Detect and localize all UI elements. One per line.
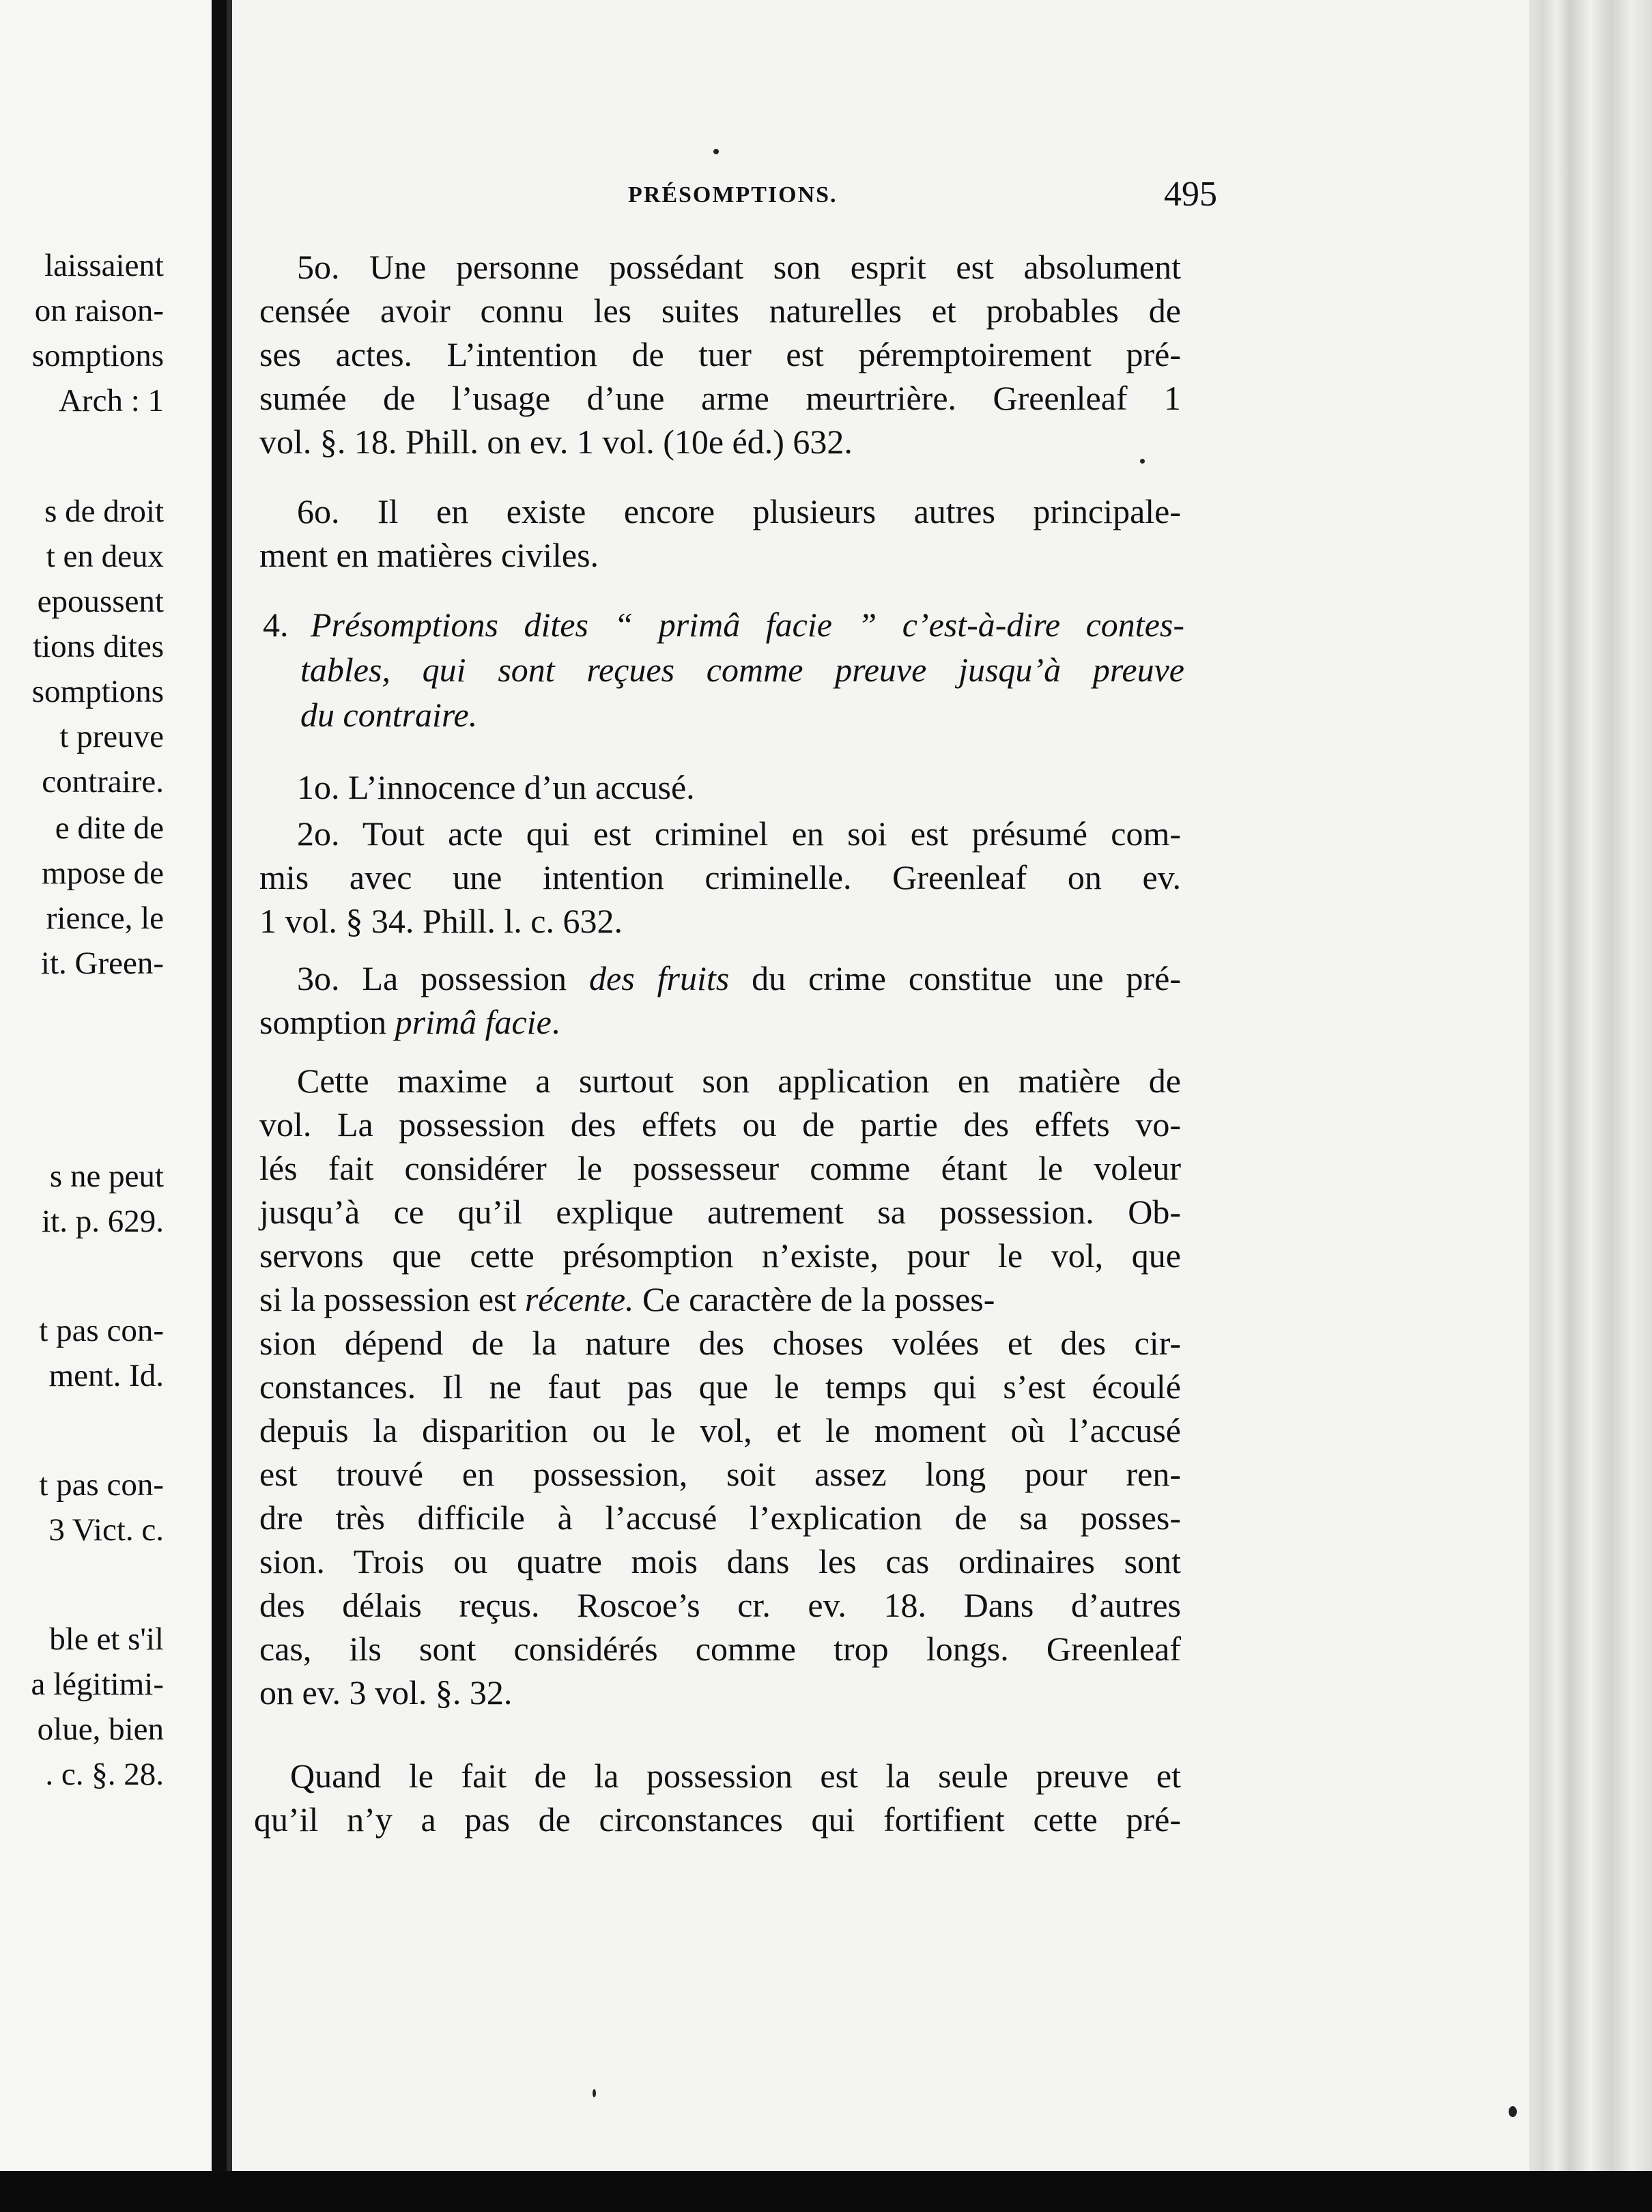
- text-line: 5o. Une personne possédant son esprit est absolument: [297, 248, 1181, 286]
- text-line: 1o. L’innocence d’un accusé.: [297, 768, 695, 806]
- left-fragment: somptions: [31, 338, 164, 373]
- left-fragment: laissaient: [44, 248, 164, 283]
- binding-gutter: [212, 0, 227, 2212]
- left-fragment: somptions: [31, 674, 164, 709]
- text-line: vol. §. 18. Phill. on ev. 1 vol. (10e éd.) 632.: [259, 423, 853, 461]
- text-line: 6o. Il en existe encore plusieurs autres principale-: [297, 492, 1181, 530]
- left-fragment: rience, le: [46, 901, 164, 936]
- text-line: [259, 1001, 1181, 1043]
- text-line: sion. Trois ou quatre mois dans les cas ordinaires sont: [259, 1542, 1181, 1580]
- text-line: 1 vol. § 34. Phill. l. c. 632.: [259, 902, 623, 940]
- page-header: [253, 174, 1652, 215]
- text-line: ses actes. L’intention de tuer est péremptoirement pré-: [259, 335, 1181, 373]
- text-line: sion dépend de la nature des choses volées et des cir-: [259, 1324, 1181, 1362]
- text-line: dre très difficile à l’accusé l’explication de sa posses-: [259, 1499, 1181, 1537]
- left-fragment: ment. Id.: [48, 1358, 164, 1393]
- left-fragment: epoussent: [37, 584, 164, 619]
- text-line: lés fait considérer le possesseur comme étant le voleur: [259, 1149, 1181, 1187]
- text-line: [297, 957, 1181, 999]
- text-line: jusqu’à ce qu’il explique autrement sa possession. Ob-: [259, 1193, 1181, 1231]
- section-number: 4.: [263, 606, 289, 644]
- text-run: Ce caractère de la posses-: [633, 1280, 995, 1318]
- text-line: cas, ils sont considérés comme trop longs. Greenleaf: [259, 1630, 1181, 1668]
- scan-bottom-border: [0, 2171, 1652, 2212]
- left-fragment: 3 Vict. c.: [48, 1512, 164, 1548]
- text-run: .: [551, 1003, 560, 1041]
- left-fragment: e dite de: [55, 810, 164, 846]
- scan-speck: [593, 2089, 596, 2097]
- section-heading-line: tables, qui sont reçues comme preuve jusqu’à preuve: [300, 651, 1184, 689]
- text-line: [259, 1278, 1181, 1320]
- italic-run: primâ facie: [395, 1003, 552, 1041]
- left-fragment: tions dites: [33, 629, 164, 664]
- left-fragment: ble et s'il: [49, 1621, 164, 1657]
- italic-run: des fruits: [589, 959, 730, 997]
- left-facing-page: [0, 0, 212, 2212]
- left-fragment: t pas con-: [39, 1467, 164, 1503]
- section-heading-line: Présomptions dites “ primâ facie ” c’est-à-dire contes-: [311, 606, 1184, 644]
- italic-run: récente.: [524, 1280, 634, 1318]
- left-fragment: a légitimi-: [31, 1667, 164, 1702]
- page-edge-stack: [1529, 0, 1652, 2212]
- text-line: mis avec une intention criminelle. Greenleaf on ev.: [259, 858, 1181, 896]
- text-line: vol. La possession des effets ou de partie des effets vo-: [259, 1105, 1181, 1144]
- text-line: servons que cette présomption n’existe, pour le vol, que: [259, 1236, 1181, 1275]
- left-fragment: t preuve: [59, 719, 164, 754]
- section-heading-line: du contraire.: [300, 696, 478, 734]
- left-fragment: contraire.: [42, 764, 164, 799]
- scan-speck: [713, 149, 719, 154]
- running-head: PRÉSOMPTIONS.: [628, 182, 838, 208]
- text-run: du crime constitue une pré-: [729, 959, 1181, 997]
- text-run: 3o. La possession: [297, 959, 590, 997]
- text-line: 2o. Tout acte qui est criminel en soi est présumé com-: [297, 814, 1181, 853]
- left-fragment: olue, bien: [37, 1712, 164, 1747]
- left-fragment: t en deux: [46, 539, 164, 574]
- text-run: somption: [259, 1003, 395, 1041]
- left-fragment: s de droit: [44, 494, 164, 529]
- text-line: des délais reçus. Roscoe’s cr. ev. 18. Dans d’autres: [259, 1586, 1181, 1624]
- left-fragment: Arch : 1: [58, 383, 164, 419]
- left-fragment: it. p. 629.: [42, 1204, 164, 1239]
- text-line: constances. Il ne faut pas que le temps qui s’est écoulé: [259, 1367, 1181, 1406]
- text-line: censée avoir connu les suites naturelles et probables de: [259, 292, 1181, 330]
- left-fragment: t pas con-: [39, 1313, 164, 1348]
- text-line: on ev. 3 vol. §. 32.: [259, 1673, 513, 1712]
- left-fragment: . c. §. 28.: [45, 1757, 164, 1792]
- scan-speck: [1509, 2106, 1517, 2117]
- binding-shadow: [227, 0, 232, 2212]
- scan-speck: [1140, 459, 1145, 464]
- text-line: ment en matières civiles.: [259, 536, 599, 574]
- left-fragment: on raison-: [34, 293, 164, 328]
- text-run: si la possession est: [259, 1280, 525, 1318]
- text-line: Cette maxime a surtout son application en matière de: [297, 1062, 1181, 1100]
- left-fragment: mpose de: [42, 855, 164, 891]
- text-line: sumée de l’usage d’une arme meurtrière. Greenleaf 1: [259, 379, 1181, 417]
- page-number: 495: [1164, 175, 1217, 214]
- left-fragment: s ne peut: [49, 1159, 164, 1194]
- text-line: est trouvé en possession, soit assez long pour ren-: [259, 1455, 1181, 1493]
- text-line: depuis la disparition ou le vol, et le moment où l’accusé: [259, 1411, 1181, 1449]
- text-line: Quand le fait de la possession est la seule preuve et: [290, 1757, 1181, 1795]
- text-line: qu’il n’y a pas de circonstances qui fortifient cette pré-: [254, 1800, 1181, 1839]
- left-fragment: it. Green-: [40, 946, 164, 981]
